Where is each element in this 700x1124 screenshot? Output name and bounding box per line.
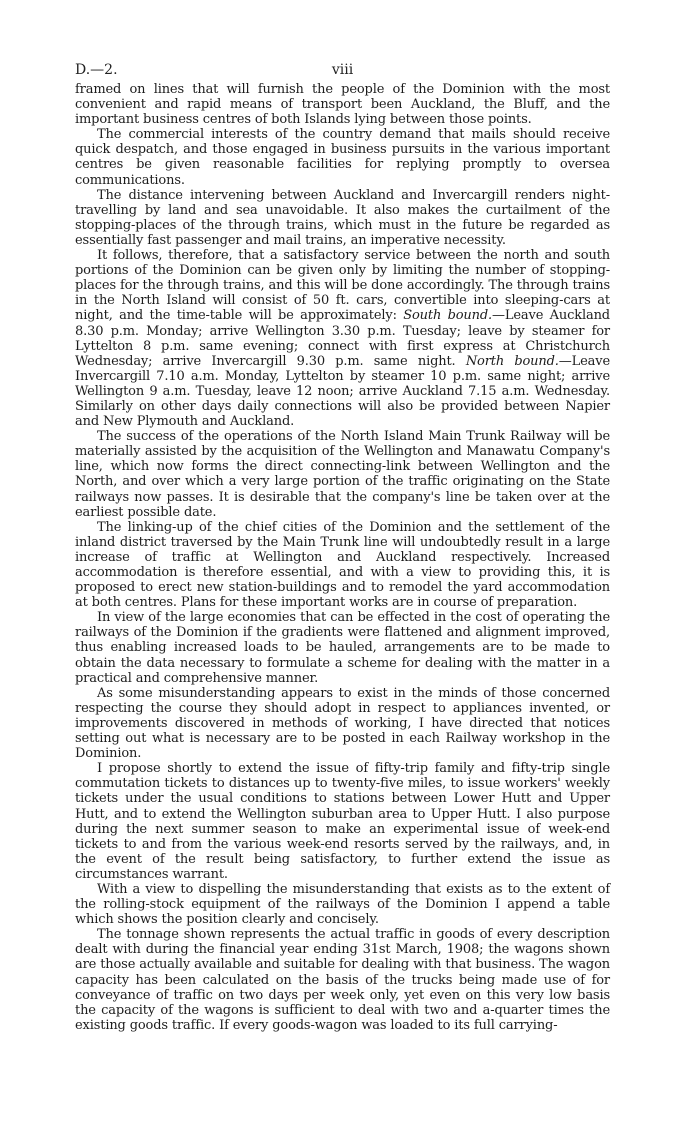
paragraph-7: In view of the large economies that can be effected in the cost of operating the railways of the Dominion if the gradients were flattened and alignment improved, thus enabling increased loads to be hauled, arrangements are to be made to obtain the data necessary to formulate a scheme for dealing with the matter in a practical and comprehensive manner. (75, 610, 610, 686)
paragraph-11: The tonnage shown represents the actual traffic in goods of every description dealt with during the financial year ending 31st March, 1908; the wagons shown are those actually available and suitable for dealing with that business. The wagon capacity has been calculated on the basis of the trucks being made use of for conveyance of traffic on two days per week only, yet even on this very low basis the capacity of the wagons is sufficient to deal with two and a-quarter times the existing goods traffic. If every goods-wagon was loaded to its full carrying- (75, 927, 610, 1033)
paragraph-6: The linking-up of the chief cities of the Dominion and the settlement of the inland district traversed by the Main Trunk line will undoubtedly result in a large increase of traffic at Wellington and Auckland respectively. Increased accommodation is therefore essential, and with a view to providing this, it is proposed to erect new station-buildings and to remodel the yard accommodation at both centres. Plans for these important works are in course of preparation. (75, 519, 610, 611)
paragraph-8: As some misunderstanding appears to exist in the minds of those concerned respecting the course they should adopt in respect to appliances invented, or improvements discovered in methods of working, I have directed that notices setting out what is necessary are to be posted in each Railway workshop in the Dominion. (75, 685, 610, 762)
paragraph-10: With a view to dispelling the misunderstanding that exists as to the extent of the rolling-stock equipment of the railways of the Dominion I append a table which shows the position clearly and concisely. (75, 881, 610, 928)
document-reference: D.—2. (75, 62, 118, 78)
paragraph-9: I propose shortly to extend the issue of fifty-trip family and fifty-trip single commutation tickets to distances up to twenty-five miles, to issue workers' weekly tickets under the usual conditions to stations between Lower Hutt and Upper Hutt, and to extend the Wellington suburban area to Upper Hutt. I also purpose during the next summer season to make an experimental issue of week-end tickets to and from the various week-end resorts served by the railways, and, in the event of the result being satisfactory, to further extend the issue as circumstances warrant. (75, 761, 610, 882)
paragraph-5: The success of the operations of the North Island Main Trunk Railway will be materially assisted by the acquisition of the Wellington and Manawatu Company's line, which now forms the direct connecting-link between Wellington and the North, and over which a very large portion of the traffic originating on the State railways now passes. It is desirable that the company's line be taken over at the earliest possible date. (75, 429, 610, 520)
page-number: viii (331, 62, 354, 78)
paragraph-2: The commercial interests of the country demand that mails should receive quick despatch, and those engaged in business pursuits in the various important centres be given reasonable facilities for replying promptly to oversea communications. (75, 127, 610, 188)
paragraph-3: The distance intervening between Auckland and Invercargill renders night-travelling by land and sea unavoidable. It also makes the curtailment of the stopping-places of the through trains, which must in the future be regarded as essentially fast passenger and mail trains, an imperative necessity. (75, 187, 610, 248)
north-bound-label: North bound. (465, 353, 559, 369)
south-bound-label: South bound. (403, 308, 493, 324)
page-header (75, 62, 610, 80)
paragraph-1: framed on lines that will furnish the people of the Dominion with the most convenient and rapid means of transport been Auckland, the Bluff, and the important business centres of both Islands lying between those points. (75, 82, 610, 128)
body-text (75, 82, 610, 1033)
paragraph-4-timetable: It follows, therefore, that a satisfactory service between the north and south portions of the Dominion can be given only by limiting the number of stopping-places for the through trains, and this will be done accordingly. The through trains in the North Island will consist of 50 ft. cars, convertible into sleeping-cars at night, and the time-table will be approximately: South bound.—Leave Auckland 8.30 p.m. Monday; arrive Wellington 3.30 p.m. Tuesday; leave by steamer for Lyttelton 8 p.m. same evening; connect with first express at Christchurch Wednesday; arrive Invercargill 9.30 p.m. same night. North bound.—Leave Invercargill 7.10 a.m. Monday, Lyttelton by steamer 10 p.m. same night; arrive Wellington 9 a.m. Tuesday, leave 12 noon; arrive Auckland 7.15 a.m. Wednesday. Similarly on other days daily connections will also be provided between Napier and New Plymouth and Auckland. (75, 248, 610, 430)
